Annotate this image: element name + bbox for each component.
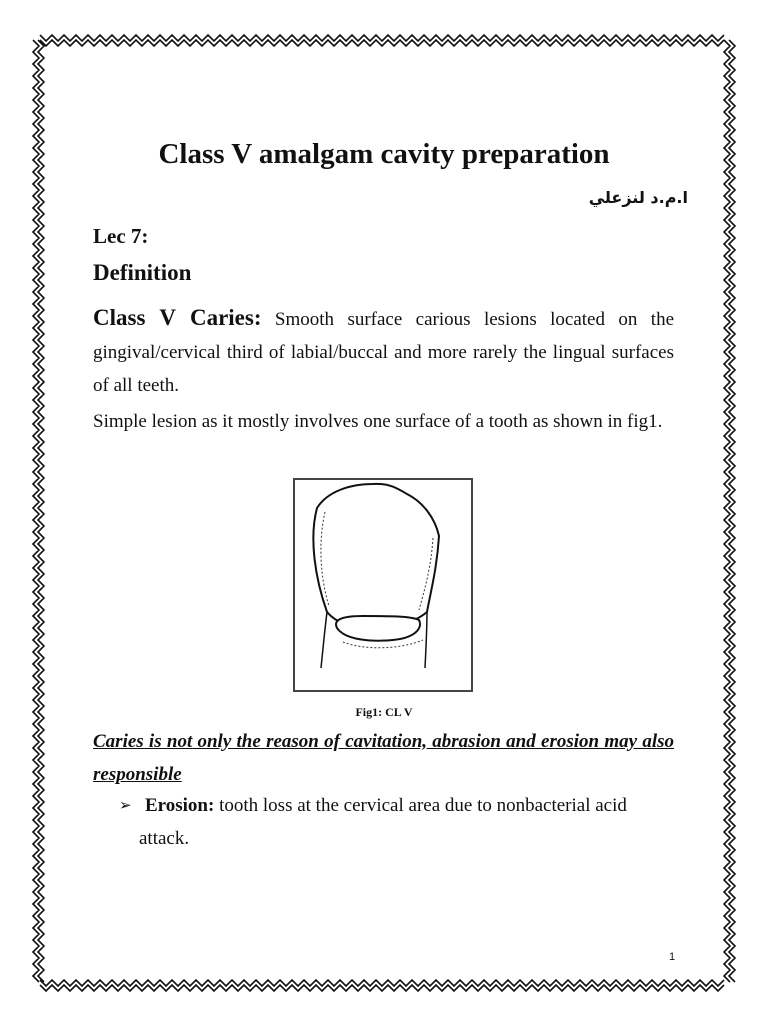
simple-lesion-paragraph: Simple lesion as it mostly involves one surface of a tooth as shown in fig1. xyxy=(93,411,663,432)
page-number: 1 xyxy=(669,951,676,963)
tooth-figure xyxy=(293,478,473,692)
border-zigzag-line xyxy=(33,40,39,982)
border-zigzag-line xyxy=(40,35,724,41)
border-zigzag-line xyxy=(40,980,724,986)
bullet-text: tooth loss at the cervical area due to nonbacterial acid xyxy=(214,795,627,816)
border-zigzag-line xyxy=(724,40,730,982)
definition-text: Smooth surface carious lesions located on the gingival/cervical third of labial/buccal and more rarely the lingual surfaces of all teeth. xyxy=(93,309,674,396)
bullet-term: Erosion: xyxy=(145,795,215,816)
border-zigzag-line xyxy=(38,40,44,982)
caries-note: Caries is not only the reason of cavitation, abrasion and erosion may also responsible xyxy=(93,731,674,785)
definition-lead: Class V Caries: xyxy=(93,305,262,330)
page-title: Class V amalgam cavity preparation xyxy=(158,138,610,170)
figure-caption: Fig1: CL V xyxy=(355,705,413,719)
bullet-continuation: attack. xyxy=(139,828,190,849)
definition-paragraph xyxy=(93,301,674,402)
arrowhead-bullet-icon: ➢ xyxy=(119,796,132,814)
border-zigzag-line xyxy=(729,40,735,982)
lecture-number: Lec 7: xyxy=(93,224,149,248)
section-heading: Definition xyxy=(93,260,192,285)
author-name: ا.م.د لنزعلي xyxy=(588,188,688,207)
bullet-erosion xyxy=(119,789,674,855)
